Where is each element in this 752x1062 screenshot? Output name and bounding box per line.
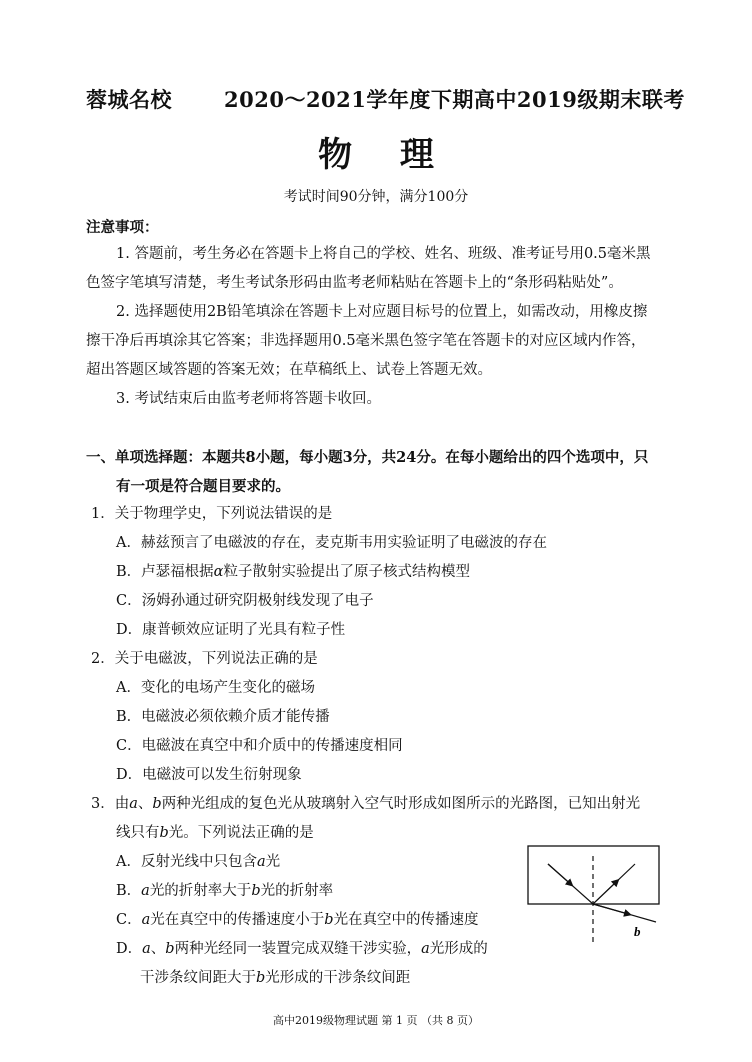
q1-option-c: C．汤姆孙通过研究阴极射线发现了电子 [116,593,374,609]
q2-option-a: A．变化的电场产生变化的磁场 [116,680,315,696]
q1-option-d: D．康普顿效应证明了光具有粒子性 [116,622,346,638]
q3-option-c: C．a光在真空中的传播速度小于b光在真空中的传播速度 [116,912,479,928]
exam-title: 2020～2021学年度下期高中2019级期末联考 [224,87,685,112]
note-2-line-2: 擦干净后再填涂其它答案；非选择题用0.5毫米黑色签字笔在答题卡的对应区域内作答， [86,333,646,349]
incident-ray-arrow [548,864,572,885]
q3-option-a: A．反射光线中只包含a光 [116,854,281,870]
school-name: 蓉城名校 [86,87,172,112]
note-1-line-1: 1. 答题前，考生务必在答题卡上将自己的学校、姓名、班级、准考证号用0.5毫米黑 [116,246,651,262]
q2-stem: 2．关于电磁波，下列说法正确的是 [91,651,318,667]
note-3: 3. 考试结束后由监考老师将答题卡收回。 [116,391,381,407]
q1-stem: 1．关于物理学史，下列说法错误的是 [91,506,333,522]
q1-option-a: A．赫兹预言了电磁波的存在，麦克斯韦用实验证明了电磁波的存在 [116,535,547,551]
q3-option-d-line-1: D．a、b两种光经同一装置完成双缝干涉实验，a光形成的 [116,941,488,957]
reflected-ray-arrow [593,880,618,904]
notes-heading: 注意事项： [86,219,159,236]
page-footer: 高中2019级物理试题 第 1 页 （共 8 页） [273,1014,479,1027]
note-1-line-2: 色签字笔填写清楚，考生考试条形码由监考老师粘贴在答题卡上的“条形码粘贴处”。 [86,275,623,291]
q2-option-c: C．电磁波在真空中和介质中的传播速度相同 [116,738,403,754]
q3-option-b: B．a光的折射率大于b光的折射率 [116,883,334,899]
q3-option-d-line-2: 干涉条纹间距大于b光形成的干涉条纹间距 [140,970,411,986]
note-2-line-1: 2. 选择题使用2B铅笔填涂在答题卡上对应题目标号的位置上，如需改动，用橡皮擦 [116,304,648,320]
q3-light-path-figure [520,842,670,952]
ray-label-b: b [634,924,641,939]
exam-header [86,84,685,114]
note-2-line-3: 超出答题区域答题的答案无效；在草稿纸上、试卷上答题无效。 [86,362,492,378]
q2-option-b: B．电磁波必须依赖介质才能传播 [116,709,330,725]
section-1-line-2: 有一项是符合题目要求的。 [116,478,290,495]
q1-option-b: B．卢瑟福根据α粒子散射实验提出了原子核式结构模型 [116,564,470,580]
q3-stem-line-1: 3．由a、b两种光组成的复色光从玻璃射入空气时形成如图所示的光路图，已知出射光 [91,796,641,812]
subject-title: 物 理 [318,135,452,175]
exam-time-info: 考试时间90分钟，满分100分 [283,189,469,205]
refracted-ray-arrow [593,904,630,915]
q3-stem-line-2: 线只有b光。下列说法正确的是 [116,825,314,841]
section-1-line-1: 一、单项选择题：本题共8小题，每小题3分，共24分。在每小题给出的四个选项中，只 [86,449,649,466]
q2-option-d: D．电磁波可以发生衍射现象 [116,767,302,783]
